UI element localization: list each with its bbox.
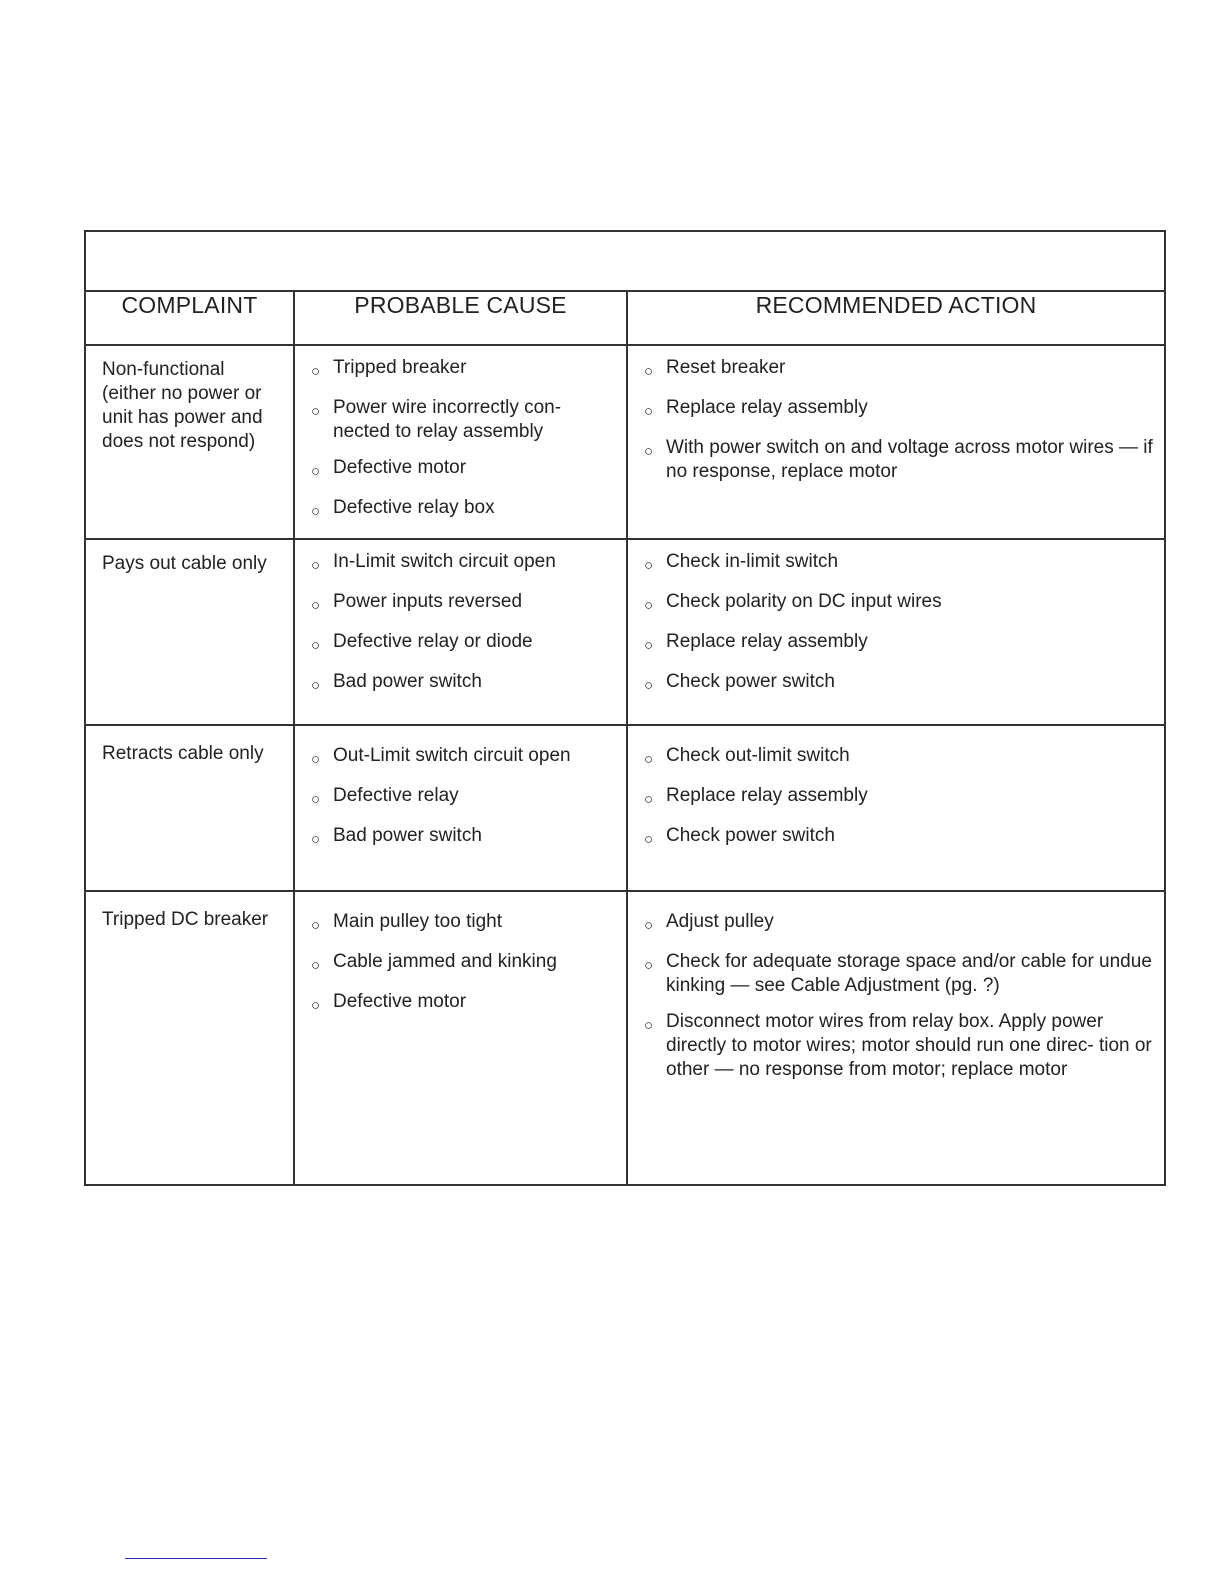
list-item	[311, 496, 616, 524]
list-item	[644, 396, 1154, 424]
list-item	[644, 550, 1154, 578]
list-item	[644, 910, 1154, 938]
list-item	[644, 824, 1154, 852]
list-item	[311, 990, 616, 1018]
list-item	[311, 630, 616, 658]
action-text: Replace relay assembly	[666, 785, 868, 806]
circle-bullet-icon: ○	[644, 831, 654, 848]
list-item	[644, 744, 1154, 772]
circle-bullet-icon: ○	[644, 751, 654, 768]
action-text: Check for adequate storage space and/or cable for undue kinking — see Cable Adjustment (pg. ?)	[666, 951, 1152, 996]
circle-bullet-icon: ○	[311, 637, 321, 654]
troubleshooting-table	[84, 230, 1166, 1186]
circle-bullet-icon: ○	[311, 917, 321, 934]
cause-text: Out-Limit switch circuit open	[333, 745, 571, 766]
list-item	[311, 744, 616, 772]
circle-bullet-icon: ○	[644, 443, 654, 460]
troubleshooting-table-wrapper	[84, 230, 1164, 1186]
table-row	[85, 891, 1165, 1185]
list-item	[311, 824, 616, 852]
header-recommended-action: RECOMMENDED ACTION	[627, 291, 1165, 345]
action-text: Check polarity on DC input wires	[666, 591, 942, 612]
circle-bullet-icon: ○	[644, 363, 654, 380]
circle-bullet-icon: ○	[311, 791, 321, 808]
action-text: Replace relay assembly	[666, 397, 868, 418]
cause-text: Defective motor	[333, 457, 467, 478]
cause-cell	[294, 725, 627, 891]
list-item	[644, 590, 1154, 618]
action-text: Disconnect motor wires from relay box. Apply power directly to motor wires; motor should run one direc- tion or other — no response from motor; replace motor	[666, 1011, 1152, 1080]
action-text: Adjust pulley	[666, 911, 774, 932]
action-list	[628, 346, 1164, 484]
list-item	[311, 784, 616, 812]
table-row	[85, 345, 1165, 539]
action-text: Check in-limit switch	[666, 551, 839, 572]
list-item	[311, 356, 616, 384]
header-complaint: COMPLAINT	[85, 291, 294, 345]
cause-text: Tripped breaker	[333, 357, 467, 378]
circle-bullet-icon: ○	[311, 463, 321, 480]
complaint-cell: Non-functional (either no power or unit has power and does not respond)	[85, 345, 294, 539]
cause-list	[295, 540, 626, 698]
action-list	[628, 892, 1164, 1082]
action-cell	[627, 345, 1165, 539]
action-cell	[627, 539, 1165, 725]
table-title	[85, 231, 1165, 291]
circle-bullet-icon: ○	[644, 597, 654, 614]
list-item	[311, 550, 616, 578]
cause-text: Bad power switch	[333, 825, 482, 846]
circle-bullet-icon: ○	[311, 677, 321, 694]
circle-bullet-icon: ○	[311, 597, 321, 614]
cause-text: Main pulley too tight	[333, 911, 502, 932]
list-item	[644, 784, 1154, 812]
list-item	[644, 950, 1154, 998]
circle-bullet-icon: ○	[311, 957, 321, 974]
list-item	[311, 590, 616, 618]
list-item	[644, 1010, 1154, 1082]
complaint-cell: Tripped DC breaker	[85, 891, 294, 1185]
circle-bullet-icon: ○	[311, 403, 321, 420]
cause-cell	[294, 345, 627, 539]
cause-text: Cable jammed and kinking	[333, 951, 557, 972]
cause-text: Defective relay or diode	[333, 631, 533, 652]
circle-bullet-icon: ○	[644, 637, 654, 654]
circle-bullet-icon: ○	[644, 677, 654, 694]
list-item	[644, 436, 1154, 484]
cause-list	[295, 346, 626, 524]
header-probable-cause: PROBABLE CAUSE	[294, 291, 627, 345]
list-item	[311, 910, 616, 938]
action-text: With power switch on and voltage across motor wires — if no response, replace motor	[666, 437, 1153, 482]
cause-text: Defective motor	[333, 991, 467, 1012]
circle-bullet-icon: ○	[311, 751, 321, 768]
circle-bullet-icon: ○	[644, 957, 654, 974]
cause-text: Defective relay box	[333, 497, 495, 518]
list-item	[644, 670, 1154, 698]
cause-list	[295, 726, 626, 852]
action-text: Check power switch	[666, 671, 835, 692]
cause-cell	[294, 539, 627, 725]
action-text: Check out-limit switch	[666, 745, 850, 766]
circle-bullet-icon: ○	[644, 917, 654, 934]
cause-list	[295, 892, 626, 1018]
list-item	[644, 356, 1154, 384]
circle-bullet-icon: ○	[311, 557, 321, 574]
circle-bullet-icon: ○	[644, 557, 654, 574]
cause-text: Defective relay	[333, 785, 459, 806]
cause-text: Power inputs reversed	[333, 591, 523, 612]
table-title-row	[85, 231, 1165, 291]
list-item	[311, 456, 616, 484]
circle-bullet-icon: ○	[311, 503, 321, 520]
cause-text: Bad power switch	[333, 671, 482, 692]
circle-bullet-icon: ○	[311, 831, 321, 848]
action-text: Reset breaker	[666, 357, 786, 378]
action-cell	[627, 891, 1165, 1185]
action-text: Check power switch	[666, 825, 835, 846]
circle-bullet-icon: ○	[644, 403, 654, 420]
action-list	[628, 540, 1164, 698]
complaint-cell: Pays out cable only	[85, 539, 294, 725]
action-text: Replace relay assembly	[666, 631, 868, 652]
cause-text: Power wire incorrectly con- nected to relay assembly	[333, 397, 562, 442]
list-item	[311, 396, 616, 444]
list-item	[311, 670, 616, 698]
cause-text: In-Limit switch circuit open	[333, 551, 556, 572]
list-item	[644, 630, 1154, 658]
action-list	[628, 726, 1164, 852]
circle-bullet-icon: ○	[311, 997, 321, 1014]
table-header-row	[85, 291, 1165, 345]
table-row	[85, 725, 1165, 891]
action-cell	[627, 725, 1165, 891]
table-row	[85, 539, 1165, 725]
footnote-separator	[125, 1558, 267, 1559]
complaint-cell: Retracts cable only	[85, 725, 294, 891]
circle-bullet-icon: ○	[644, 791, 654, 808]
circle-bullet-icon: ○	[644, 1017, 654, 1034]
list-item	[311, 950, 616, 978]
circle-bullet-icon: ○	[311, 363, 321, 380]
cause-cell	[294, 891, 627, 1185]
